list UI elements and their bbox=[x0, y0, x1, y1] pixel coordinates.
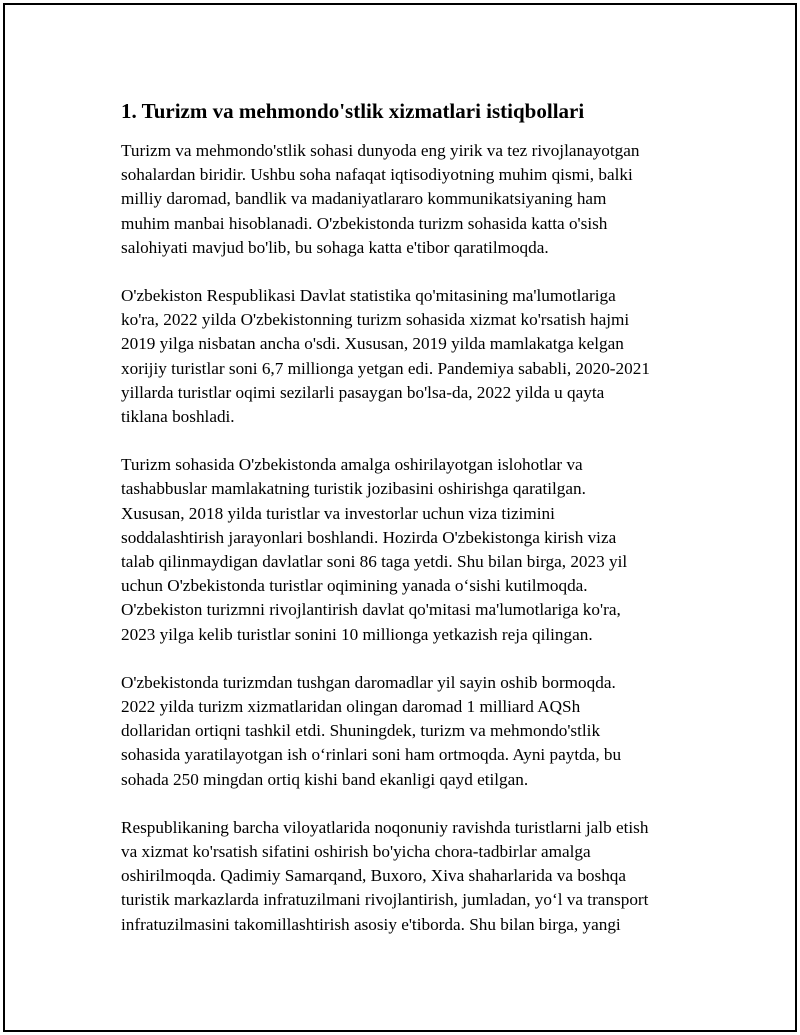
page-frame bbox=[3, 3, 797, 1032]
paragraph-4: O'zbekistonda turizmdan tushgan daromadlar yil sayin oshib bormoqda. 2022 yilda turizm xizmatlaridan olingan daromad 1 milliard AQSh dollaridan ortiqni tashkil etdi. Shuningdek, turizm va mehmondo'stlik sohasida yaratilayotgan ish o‘rinlari soni ham ortmoqda. Ayni paytda, bu sohada 250 mingdan ortiq kishi band ekanligi qayd etilgan. bbox=[121, 672, 622, 789]
paragraph-3: Turizm sohasida O'zbekistonda amalga oshirilayotgan islohotlar va tashabbuslar mamlakatning turistik jozibasini oshirishga qaratilgan. Xususan, 2018 yilda turistlar va investorlar uchun viza tizimini soddalashtirish jarayonlari boshlandi. Hozirda O'zbekistonga kirish viza talab qilinmaydigan davlatlar soni 86 taga yetdi. Shu bilan birga, 2023 yil uchun O'zbekistonda turistlar oqimining yanada o‘sishi kutilmoqda. O'zbekiston turizmni rivojlantirish davlat qo'mitasi ma'lumotlariga ko'ra, 2023 yilga kelib turistlar sonini 10 millionga yetkazish reja qilingan. bbox=[121, 455, 628, 644]
section-heading: 1. Turizm va mehmondo'stlik xizmatlari istiqbollari bbox=[121, 99, 585, 123]
paragraph-1: Turizm va mehmondo'stlik sohasi dunyoda eng yirik va tez rivojlanayotgan sohalardan biridir. Ushbu soha nafaqat iqtisodiyotning muhim qismi, balki milliy daromad, bandlik va madaniyatlararo kommunikatsiyaning ham muhim manbai hisoblanadi. O'zbekistonda turizm sohasida katta o'sish salohiyati mavjud bo'lib, bu sohaga katta e'tibor qaratilmoqda. bbox=[121, 141, 640, 257]
paragraph-2: O'zbekiston Respublikasi Davlat statistika qo'mitasining ma'lumotlariga ko'ra, 2022 yilda O'zbekistonning turizm sohasida xizmat ko'rsatish hajmi 2019 yilga nisbatan ancha o'sdi. Xususan, 2019 yilda mamlakatga kelgan xorijiy turistlar soni 6,7 millionga yetgan edi. Pandemiya sababli, 2020-2021 yillarda turistlar oqimi sezilarli pasaygan bo'lsa-da, 2022 yilda u qayta tiklana boshladi. bbox=[121, 286, 650, 427]
document-body bbox=[121, 97, 693, 961]
paragraph-5: Respublikaning barcha viloyatlarida noqonuniy ravishda turistlarni jalb etish va xizmat ko'rsatish sifatini oshirish bo'yicha chora-tadbirlar amalga oshirilmoqda. Qadimiy Samarqand, Buxoro, Xiva shaharlarida va boshqa turistik markazlarda infratuzilmani rivojlantirish, jumladan, yo‘l va transport infratuzilmasini takomillashtirish asosiy e'tiborda. Shu bilan birga, yangi bbox=[121, 817, 649, 934]
